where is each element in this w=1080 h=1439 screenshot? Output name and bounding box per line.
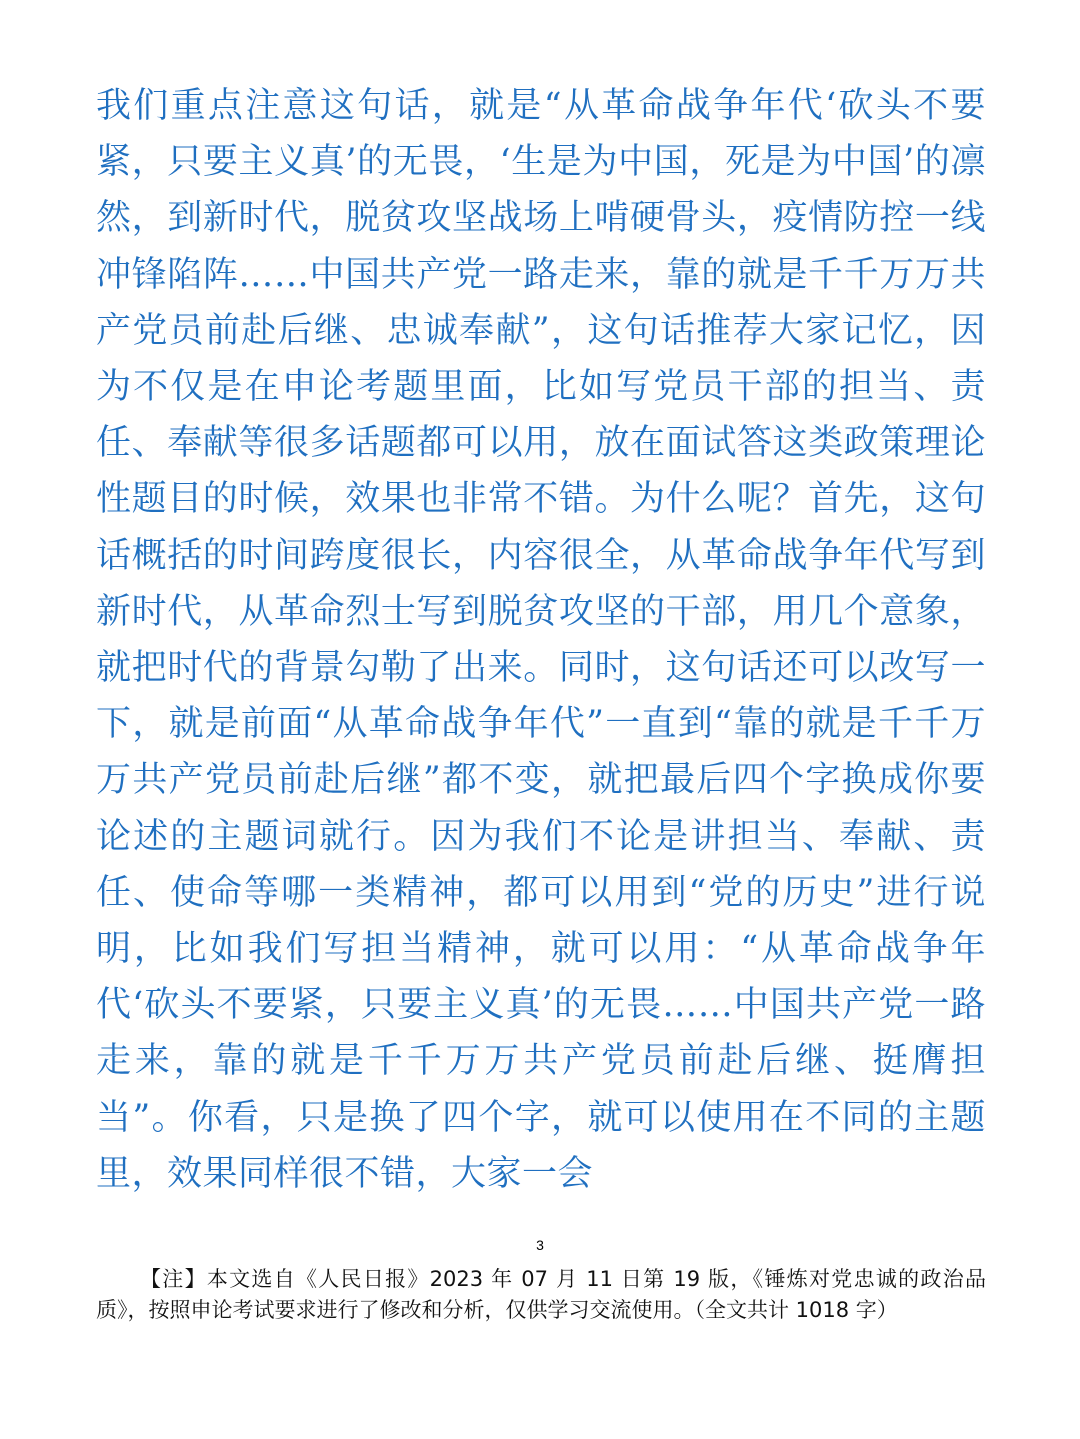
page-number: 3 (536, 1237, 544, 1253)
footnote: 【注】本文选自《人民日报》2023 年 07 月 11 日第 19 版，《锤炼对党忠诚的政治品质》，按照申论考试要求进行了修改和分析，仅供学习交流使用。（全文共计 1018 字） (96, 1267, 986, 1322)
body-paragraph: 我们重点注意这句话，就是“从革命战争年代‘砍头不要紧，只要主义真’的无畏，‘生是为中国，死是为中国’的凛然，到新时代，脱贫攻坚战场上啃硬骨头，疫情防控一线冲锋陷阵……中国共产党一路走来，靠的就是千千万万共产党员前赴后继、忠诚奉献”，这句话推荐大家记忆，因为不仅是在申论考题里面，比如写党员干部的担当、责任、奉献等很多话题都可以用，放在面试答这类政策理论性题目的时候，效果也非常不错。为什么呢？首先，这句话概括的时间跨度很长，内容很全，从革命战争年代写到新时代，从革命烈士写到脱贫攻坚的干部，用几个意象，就把时代的背景勾勒了出来。同时，这句话还可以改写一下，就是前面“从革命战争年代”一直到“靠的就是千千万万共产党员前赴后继”都不变，就把最后四个字换成你要论述的主题词就行。因为我们不论是讲担当、奉献、责任、使命等哪一类精神，都可以用到“党的历史”进行说明，比如我们写担当精神，就可以用：“从革命战争年代‘砍头不要紧，只要主义真’的无畏……中国共产党一路走来，靠的就是千千万万共产党员前赴后继、挺膺担当”。你看，只是换了四个字，就可以使用在不同的主题里，效果同样很不错，大家一会 (96, 86, 986, 1194)
